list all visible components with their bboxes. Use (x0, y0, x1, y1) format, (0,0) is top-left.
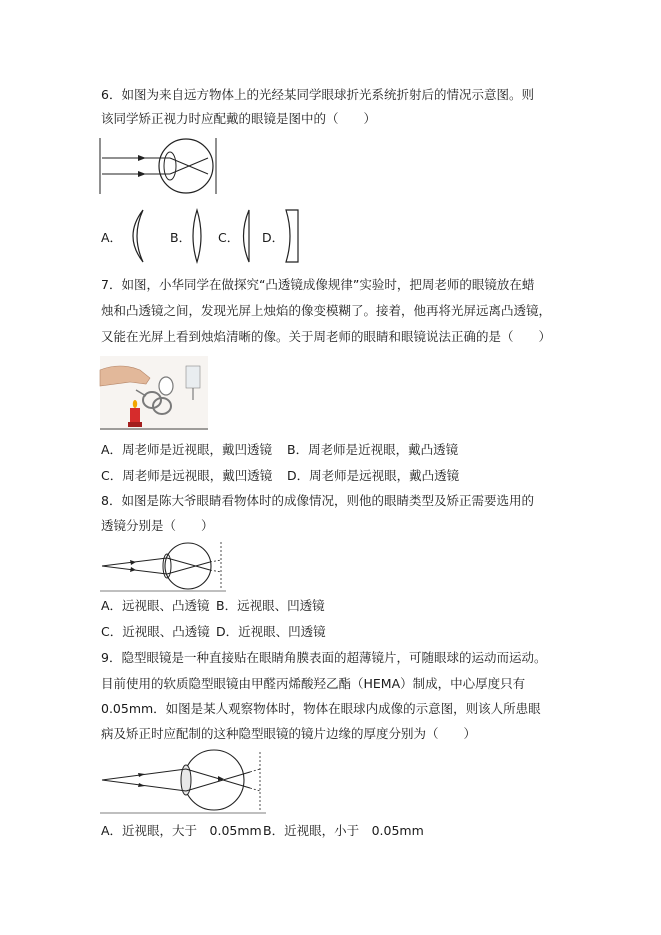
q8-option-d: D．近视眼、凹透镜 (216, 624, 326, 639)
q8-line-2: 透镜分别是（ ） (101, 518, 214, 533)
q8-option-c: C．近视眼、凸透镜 (101, 624, 210, 639)
q7-option-a: A．周老师是近视眼，戴凹透镜 (101, 442, 273, 457)
q6-option-a-label: A． (101, 230, 123, 245)
q9-line-4: 病及矫正时应配制的这种隐型眼镜的镜片边缘的厚度分别为（ ） (101, 726, 477, 741)
q9-eye-diagram (100, 748, 266, 814)
q6-lens-b-icon (188, 208, 206, 264)
q7-experiment-photo (100, 356, 208, 430)
q6-lens-d-icon (282, 208, 302, 264)
q9-option-b: B．近视眼，小于 0.05mm (263, 823, 424, 838)
q6-option-d-label: D． (262, 230, 285, 245)
q7-line-3: 又能在光屏上看到烛焰清晰的像。关于周老师的眼睛和眼镜说法正确的是（ ） (101, 329, 552, 344)
q6-line-1: 6．如图为来自远方物体上的光经某同学眼球折光系统折射后的情况示意图。则 (101, 87, 534, 102)
q9-line-2: 目前使用的软质隐型眼镜由甲醛丙烯酸羟乙酯（HEMA）制成，中心厚度只有 (101, 676, 526, 691)
q7-option-b: B．周老师是近视眼，戴凸透镜 (287, 442, 459, 457)
q8-option-a: A．远视眼、凸透镜 (101, 598, 210, 613)
q8-eye-diagram (100, 540, 226, 592)
q6-option-b-label: B． (170, 230, 192, 245)
q9-option-a: A．近视眼，大于 0.05mm (101, 823, 262, 838)
q7-option-c: C．周老师是远视眼，戴凹透镜 (101, 468, 273, 483)
q9-line-3: 0.05mm．如图是某人观察物体时，物体在眼球内成像的示意图，则该人所患眼 (101, 701, 541, 716)
q7-line-2: 烛和凸透镜之间，发现光屏上烛焰的像变模糊了。接着，他再将光屏远离凸透镜， (101, 303, 552, 318)
q9-line-1: 9．隐型眼镜是一种直接贴在眼睛角膜表面的超薄镜片，可随眼球的运动而运动。 (101, 650, 547, 665)
q7-option-d: D．周老师是远视眼，戴凸透镜 (287, 468, 460, 483)
q6-line-2: 该同学矫正视力时应配戴的眼镜是图中的（ ） (101, 111, 377, 126)
q8-option-b: B．远视眼、凹透镜 (216, 598, 325, 613)
q8-line-1: 8．如图是陈大爷眼睛看物体时的成像情况，则他的眼睛类型及矫正需要选用的 (101, 493, 534, 508)
q6-lens-a-icon (121, 208, 147, 264)
q6-option-c-label: C． (218, 230, 240, 245)
q6-lens-c-icon (236, 208, 256, 264)
q6-eye-diagram (98, 136, 220, 196)
q7-line-1: 7．如图，小华同学在做探究“凸透镜成像规律”实验时，把周老师的眼镜放在蜡 (101, 277, 535, 292)
